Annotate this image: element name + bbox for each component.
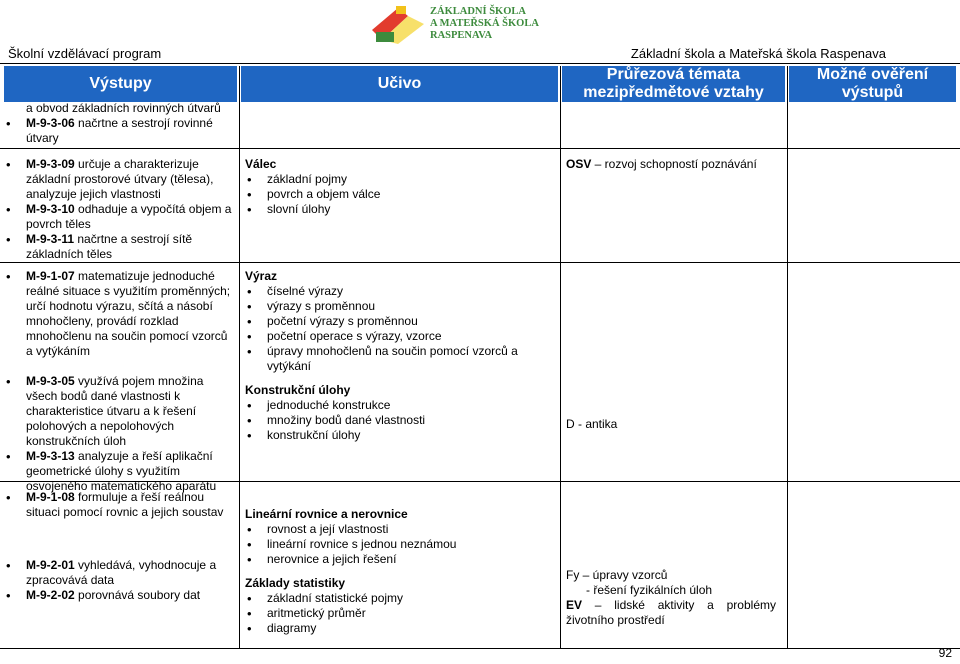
ucivo-title: Výraz — [245, 269, 278, 283]
row-divider — [0, 148, 960, 149]
output-code: M-9-3-13 — [26, 449, 75, 463]
row4-prurezova — [566, 568, 776, 628]
prurez-code: OSV — [566, 157, 592, 171]
header-left: Školní vzdělávací program — [8, 46, 162, 61]
ucivo-item: • početní operace s výrazy, vzorce — [245, 329, 555, 344]
column-divider — [239, 66, 240, 648]
output-item — [4, 116, 236, 146]
output-continuation: a obvod základních rovinných útvarů — [26, 101, 221, 115]
output-code: M-9-1-08 — [26, 490, 75, 504]
ucivo-item: • základní pojmy — [245, 172, 555, 187]
row2-ucivo — [245, 157, 555, 217]
row-divider — [0, 262, 960, 263]
school-logo-icon — [368, 2, 430, 46]
column-header-overeni — [789, 66, 956, 102]
ucivo-item: • úpravy mnohočlenů na součin pomocí vzorců a vytýkání — [245, 344, 555, 374]
header-right: Základní škola a Mateřská škola Raspenava — [630, 46, 886, 61]
page-number: 92 — [938, 646, 952, 660]
column-header-prurezova-text: Průřezová témata mezipředmětové vztahy — [583, 66, 764, 101]
output-item — [4, 202, 236, 232]
logo-text — [430, 6, 570, 42]
prurez-line — [566, 598, 776, 628]
output-text: využívá pojem množina všech bodů dané vlastnosti k charakteristice útvaru a k řešení polohových a nepolohových konstrukčních úloh — [26, 374, 204, 448]
ucivo-item: • slovní úlohy — [245, 202, 555, 217]
output-item — [4, 588, 236, 603]
output-code: M-9-2-01 — [26, 558, 75, 572]
row3-outputs — [4, 269, 236, 494]
row1-outputs — [4, 101, 236, 146]
output-code: M-9-3-06 — [26, 116, 75, 130]
column-header-prurezova — [562, 66, 785, 102]
school-logo — [368, 2, 568, 46]
ucivo-title: Lineární rovnice a nerovnice — [245, 507, 408, 521]
ucivo-title: Válec — [245, 157, 277, 171]
ucivo-item: • základní statistické pojmy — [245, 591, 555, 606]
output-item — [4, 374, 236, 449]
output-text: matematizuje jednoduché reálné situace s využitím proměnných; určí hodnotu výrazu, sčítá a násobí mnohočleny, provádí rozklad mnohočlenu na součin pomocí vzorců a vytýkáním — [26, 269, 231, 358]
row3-ucivo — [245, 269, 555, 443]
ucivo-item: • rovnost a její vlastnosti — [245, 522, 555, 537]
ucivo-item: • početní výrazy s proměnnou — [245, 314, 555, 329]
output-item — [4, 269, 236, 359]
output-code: M-9-3-10 — [26, 202, 75, 216]
column-header-overeni-text: Možné ověření výstupů — [816, 66, 929, 101]
output-text: vyhledává, vyhodnocuje a zpracovává data — [26, 558, 217, 587]
column-header-ucivo: Učivo — [241, 66, 558, 102]
row4-outputs — [4, 490, 236, 603]
logo-line: A MATEŘSKÁ ŠKOLA — [430, 18, 539, 29]
ucivo-item: • množiny bodů dané vlastnosti — [245, 413, 555, 428]
ucivo-item: • výrazy s proměnnou — [245, 299, 555, 314]
row-divider — [0, 648, 960, 649]
column-divider — [560, 66, 561, 648]
output-item — [4, 449, 236, 494]
ucivo-item: • diagramy — [245, 621, 555, 636]
prurez-code: EV — [566, 598, 583, 612]
output-text: určuje a charakterizuje základní prostorové útvary (tělesa), analyzuje jejich vlastnosti — [26, 157, 214, 201]
logo-line: ZÁKLADNÍ ŠKOLA — [430, 6, 526, 17]
column-divider — [787, 66, 788, 648]
output-code: M-9-1-07 — [26, 269, 75, 283]
output-text: porovnává soubory dat — [74, 588, 201, 602]
output-text: formuluje a řeší reálnou situaci pomocí rovnic a jejich soustav — [26, 490, 224, 519]
row2-outputs — [4, 157, 236, 262]
output-item — [4, 232, 236, 262]
ucivo-item: • číselné výrazy — [245, 284, 555, 299]
output-item — [4, 157, 236, 202]
output-text: načrtne a sestrojí sítě základních těles — [26, 232, 193, 261]
row4-ucivo — [245, 507, 555, 636]
row2-prurezova — [566, 157, 784, 172]
ucivo-item: • konstrukční úlohy — [245, 428, 555, 443]
output-item — [4, 558, 236, 588]
output-code: M-9-3-09 — [26, 157, 75, 171]
ucivo-title: Konstrukční úlohy — [245, 383, 351, 397]
ucivo-item: • lineární rovnice s jednou neznámou — [245, 537, 555, 552]
output-code: M-9-2-02 — [26, 588, 75, 602]
ucivo-title: Základy statistiky — [245, 576, 346, 590]
ucivo-item: • aritmetický průměr — [245, 606, 555, 621]
ucivo-item: • jednoduché konstrukce — [245, 398, 555, 413]
prurez-line: Fy – úpravy vzorců — [566, 568, 668, 582]
logo-line: RASPENAVA — [430, 30, 493, 41]
column-header-vystupy: Výstupy — [4, 66, 237, 102]
output-code: M-9-3-11 — [26, 232, 75, 246]
prurez-line: - řešení fyzikálních úloh — [586, 583, 713, 597]
output-item — [4, 490, 236, 520]
output-text: načrtne a sestrojí rovinné útvary — [26, 116, 213, 145]
output-text: odhaduje a vypočítá objem a povrch těles — [26, 202, 232, 231]
output-code: M-9-3-05 — [26, 374, 75, 388]
header-divider — [0, 63, 960, 64]
ucivo-item: • nerovnice a jejich řešení — [245, 552, 555, 567]
prurez-text: – lidské aktivity a problémy životního prostředí — [566, 598, 776, 627]
output-text: analyzuje a řeší aplikační geometrické úlohy s využitím osvojeného matematického aparátu — [26, 449, 217, 493]
prurez-text: – rozvoj schopností poznávání — [591, 157, 757, 171]
ucivo-item: • povrch a objem válce — [245, 187, 555, 202]
row3-prurezova: D - antika — [566, 417, 618, 431]
